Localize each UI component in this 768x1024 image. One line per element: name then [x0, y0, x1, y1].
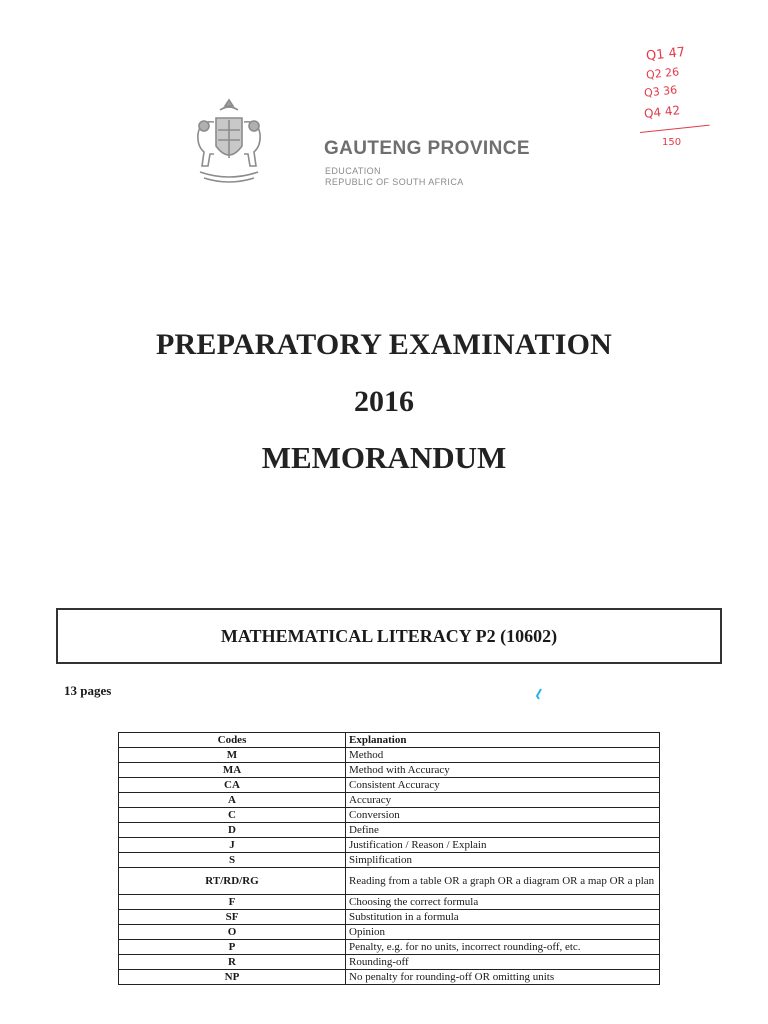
subject-title: MATHEMATICAL LITERACY P2 (10602)	[220, 626, 558, 646]
code-cell: M	[119, 748, 346, 763]
handwritten-line: Q1 47	[645, 44, 686, 65]
page-count: 13 pages	[64, 683, 112, 698]
code-cell: NP	[119, 970, 346, 985]
code-cell: C	[119, 808, 346, 823]
explanation-cell: Conversion	[346, 808, 660, 823]
table-row	[119, 748, 660, 763]
table-row	[119, 955, 660, 970]
explanation-cell: Consistent Accuracy	[346, 778, 660, 793]
handwritten-underline	[640, 125, 710, 133]
table-row	[119, 763, 660, 778]
explanation-cell: No penalty for rounding-off OR omitting units	[346, 970, 660, 985]
table-row	[119, 838, 660, 853]
code-cell: RT/RD/RG	[119, 868, 346, 895]
code-cell: P	[119, 940, 346, 955]
table-row	[119, 910, 660, 925]
table-row	[119, 970, 660, 985]
table-row	[119, 868, 660, 895]
explanation-cell: Rounding-off	[346, 955, 660, 970]
explanation-cell: Define	[346, 823, 660, 838]
code-cell: R	[119, 955, 346, 970]
code-cell: F	[119, 895, 346, 910]
table-row	[119, 778, 660, 793]
handwritten-line: Q2 26	[645, 65, 680, 82]
exam-year: 2016	[354, 385, 414, 418]
handwritten-line: Q3 36	[643, 83, 678, 100]
codes-table	[118, 732, 660, 985]
code-cell: A	[119, 793, 346, 808]
explanation-cell: Justification / Reason / Explain	[346, 838, 660, 853]
code-cell: S	[119, 853, 346, 868]
code-cell: J	[119, 838, 346, 853]
table-row	[119, 808, 660, 823]
explanation-cell: Substitution in a formula	[346, 910, 660, 925]
code-cell: D	[119, 823, 346, 838]
code-cell: O	[119, 925, 346, 940]
handwritten-line: Q4 42	[643, 103, 681, 121]
coat-of-arms-logo	[192, 96, 266, 188]
table-row	[119, 793, 660, 808]
explanation-cell: Reading from a table OR a graph OR a diagram OR a map OR a plan	[346, 868, 660, 895]
table-row	[119, 940, 660, 955]
column-header-explanation: Explanation	[346, 733, 660, 748]
table-row	[119, 853, 660, 868]
table-row	[119, 823, 660, 838]
document-type: MEMORANDUM	[261, 440, 507, 475]
check-mark-icon	[536, 688, 542, 700]
department-name: EDUCATION	[325, 166, 381, 176]
code-cell: MA	[119, 763, 346, 778]
subject-box	[56, 608, 722, 664]
exam-title: PREPARATORY EXAMINATION	[155, 328, 613, 361]
handwritten-total: 150	[662, 137, 682, 148]
explanation-cell: Opinion	[346, 925, 660, 940]
table-row	[119, 925, 660, 940]
province-name: GAUTENG PROVINCE	[324, 138, 530, 159]
explanation-cell: Simplification	[346, 853, 660, 868]
explanation-cell: Method	[346, 748, 660, 763]
code-cell: CA	[119, 778, 346, 793]
column-header-codes: Codes	[119, 733, 346, 748]
code-cell: SF	[119, 910, 346, 925]
explanation-cell: Penalty, e.g. for no units, incorrect rounding-off, etc.	[346, 940, 660, 955]
table-row	[119, 895, 660, 910]
explanation-cell: Accuracy	[346, 793, 660, 808]
country-name: REPUBLIC OF SOUTH AFRICA	[325, 177, 464, 187]
table-header-row	[119, 733, 660, 748]
explanation-cell: Choosing the correct formula	[346, 895, 660, 910]
explanation-cell: Method with Accuracy	[346, 763, 660, 778]
